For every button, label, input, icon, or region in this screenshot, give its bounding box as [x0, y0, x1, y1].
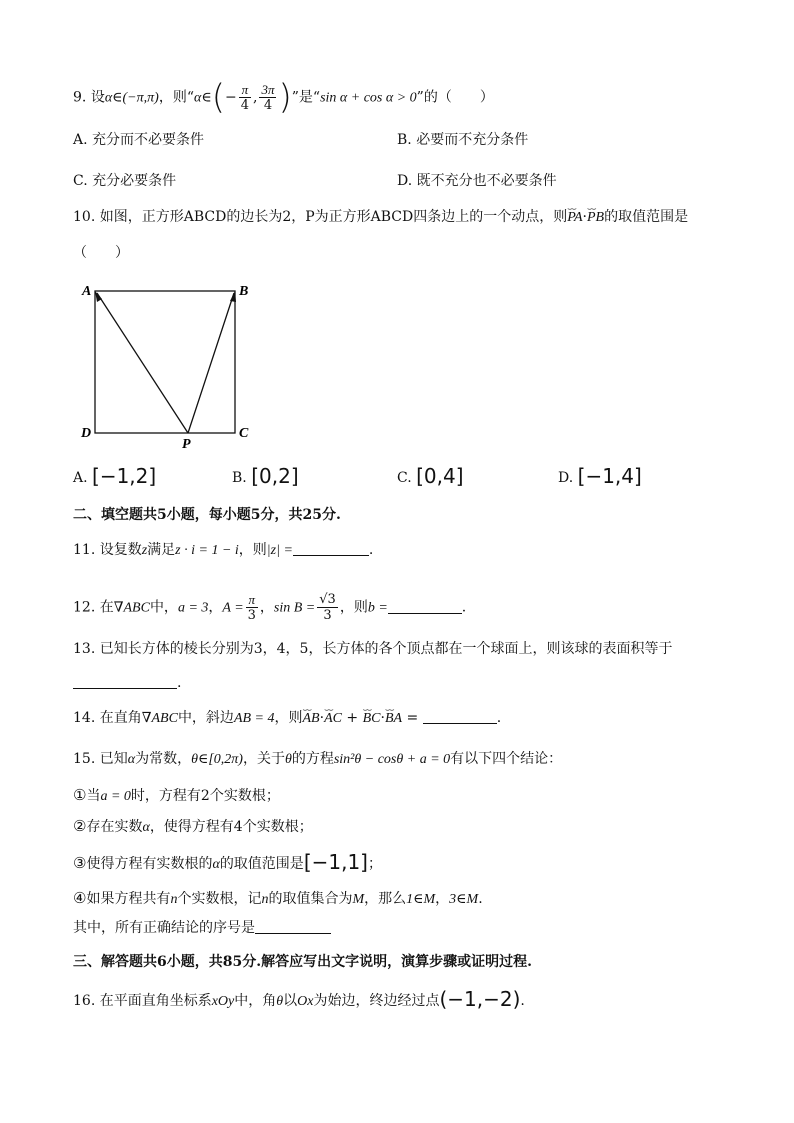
q9-stem: 9. 设α∈(−π,π)，则“α∈(− $\frac{\pi}{4}$ , $\frac{3\pi}{4}$ )”是“sin α + cos α > 0”的（ ）	[73, 77, 494, 118]
q10-paren: （ ）	[73, 245, 129, 261]
q9-option-b[interactable]: B. 必要而不充分条件	[397, 132, 529, 148]
q9-option-d[interactable]: D. 既不充分也不必要条件	[397, 173, 557, 189]
section-3-heading: 三、解答题共6小题，共85分.解答应写出文字说明，演算步骤或证明过程.	[73, 954, 532, 970]
label-b: B	[239, 284, 249, 299]
label-p: P	[182, 437, 191, 452]
q13: 13. 已知长方体的棱长分别为3，4，5，长方体的各个顶点都在一个球面上，则该球的表面积等于	[73, 641, 673, 657]
label-d: D	[81, 426, 92, 441]
section-2-heading: 二、填空题共5小题，每小题5分，共25分.	[73, 507, 341, 523]
q9-alpha-range: α∈(−π,π)	[104, 90, 159, 106]
q12-answer-blank[interactable]	[388, 613, 462, 614]
q15-statement-4: ④如果方程共有n个实数根，记n的取值集合为M，那么1∈M，3∈M.	[73, 889, 483, 907]
q15-ending: 其中，所有正确结论的序号是	[73, 918, 331, 938]
label-c: C	[239, 426, 249, 441]
q16: 16. 在平面直角坐标系xOy中，角θ以Ox为始边，终边经过点(−1,−2).	[73, 987, 525, 1011]
square-outline	[95, 291, 235, 433]
q9-option-c[interactable]: C. 充分必要条件	[73, 173, 177, 189]
q9-frac-upper: $\frac{3\pi}{4}$	[261, 82, 275, 113]
q9-option-a[interactable]: A. 充分而不必要条件	[73, 132, 205, 148]
q14: 14. 在直角∇ABC中，斜边AB = 4，则⌣⌣ AB·⌣⌣ AC + ⌣⌣ BC·⌣⌣ BA = .	[73, 708, 501, 729]
q10-square-figure	[78, 280, 258, 452]
q13-answer-blank[interactable]	[73, 688, 177, 689]
arrowhead-b	[230, 291, 236, 302]
q15-stem: 15. 已知α为常数，θ∈[0,2π)，关于θ的方程sin²θ − cosθ + a = 0有以下四个结论：	[73, 751, 563, 767]
q10-vector-pb: ⌣⌣ PB	[587, 208, 604, 228]
q9-condition: sin α + cos α > 0	[320, 90, 417, 106]
q14-answer-blank[interactable]	[423, 723, 497, 724]
q15-statement-2: ②存在实数α，使得方程有4个实数根；	[73, 817, 313, 835]
q10-option-c[interactable]: C. [0,4]	[397, 464, 464, 488]
q13-answer-line: .	[73, 673, 181, 693]
q10-option-b[interactable]: B. [0,2]	[232, 464, 299, 488]
segment-pb	[188, 293, 234, 433]
q12: 12. 在∇ABC中，a = 3，A = $\frac{\pi}{3}$ ，sin B = $\frac{√3}{3}$ ，则b = .	[73, 592, 467, 623]
q10-option-d[interactable]: D. [−1,4]	[558, 464, 642, 488]
q11: 11. 设复数z满足z · i = 1 − i，则|z| = .	[73, 542, 374, 558]
q9-frac-lower: $\frac{\pi}{4}$	[240, 82, 249, 113]
q15-statement-3: ③使得方程有实数根的α的取值范围是[−1,1]；	[73, 850, 382, 874]
q10-option-a[interactable]: A. [−1,2]	[73, 464, 157, 488]
q10-stem: 10. 如图，正方形ABCD的边长为2，P为正方形ABCD四条边上的一个动点，则⌣⌣ PA·⌣⌣ PB的取值范围是	[73, 207, 688, 228]
q10-vector-pa: ⌣⌣ PA	[567, 208, 582, 228]
q15-answer-blank[interactable]	[255, 933, 331, 934]
q11-answer-blank[interactable]	[293, 555, 369, 556]
arrowhead-a	[95, 291, 102, 302]
segment-pa	[97, 293, 188, 433]
label-a: A	[82, 284, 92, 299]
q9-number: 9.	[73, 89, 87, 106]
q15-statement-1: ①当a = 0时，方程有2个实数根；	[73, 786, 280, 804]
